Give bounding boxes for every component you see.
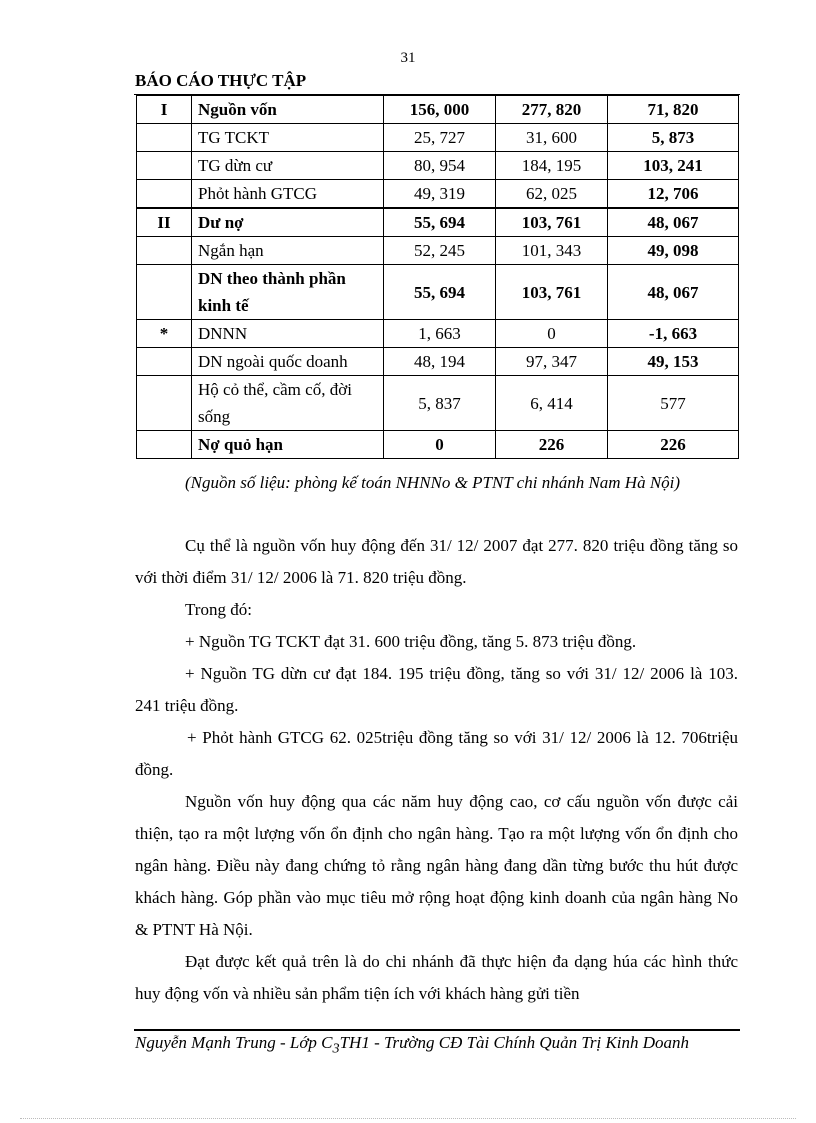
row-label: TG TCKT: [192, 124, 384, 152]
value-difference: 5, 873: [608, 124, 739, 152]
row-label: TG dừn cư: [192, 152, 384, 180]
row-index: [137, 180, 192, 209]
value-difference: 71, 820: [608, 96, 739, 124]
value-difference: 226: [608, 431, 739, 459]
value-2006: 80, 954: [384, 152, 496, 180]
footer-class-subscript: 3: [332, 1040, 340, 1057]
row-index: [137, 431, 192, 459]
row-index: [137, 376, 192, 431]
row-label: Nợ quỏ hạn: [192, 431, 384, 459]
paragraph: Trong đó:: [185, 600, 252, 619]
value-difference: 577: [608, 376, 739, 431]
capital-table: [136, 95, 739, 459]
value-2006: 156, 000: [384, 96, 496, 124]
page-number: 31: [400, 50, 416, 66]
value-2006: 1, 663: [384, 320, 496, 348]
value-2006: 55, 694: [384, 265, 496, 320]
page-bottom-border: [20, 1118, 796, 1119]
row-label: DNNN: [192, 320, 384, 348]
value-2007: 97, 347: [496, 348, 608, 376]
row-index: II: [137, 208, 192, 237]
footer-school: TH1 - Trường CĐ Tài Chính Quản Trị Kinh Doanh: [339, 1033, 690, 1052]
value-2007: 103, 761: [496, 265, 608, 320]
row-label: DN theo thành phần kinh tế: [192, 265, 384, 320]
table-row: [137, 180, 739, 209]
paragraph: Nguồn vốn huy động qua các năm huy động cao, cơ cấu nguồn vốn được cải thiện, tạo ra một lượng vốn ổn định cho ngân hàng. Tạo ra một lượng vốn ổn định cho ngân hàng. Điều này đang chứng tỏ rằng ngân hàng đang dần từng bước thu hút được khách hàng. Góp phần vào mục tiêu mở rộng hoạt động kinh doanh của ngân hàng No & PTNT Hà Nội.: [135, 792, 738, 939]
table-row: [137, 237, 739, 265]
value-2006: 48, 194: [384, 348, 496, 376]
table-row: [137, 376, 739, 431]
value-difference: -1, 663: [608, 320, 739, 348]
table-row: [137, 320, 739, 348]
row-index: [137, 265, 192, 320]
table-row: [137, 431, 739, 459]
value-2007: 103, 761: [496, 208, 608, 237]
row-label: Nguồn vốn: [192, 96, 384, 124]
value-difference: 48, 067: [608, 265, 739, 320]
footer-text: [135, 1032, 735, 1059]
row-index: [137, 348, 192, 376]
value-2007: 0: [496, 320, 608, 348]
value-2006: 49, 319: [384, 180, 496, 209]
value-difference: 48, 067: [608, 208, 739, 237]
report-header-title: BÁO CÁO THỰC TẬP: [135, 71, 307, 90]
row-label: Hộ cỏ thể, cầm cố, đời sống: [192, 376, 384, 431]
table-row: [137, 96, 739, 124]
value-2007: 277, 820: [496, 96, 608, 124]
paragraph: + Phỏt hành GTCG 62. 025triệu đồng tăng so với 31/ 12/ 2006 là 12. 706triệu đồng.: [135, 728, 738, 779]
table-row: [137, 124, 739, 152]
value-2007: 101, 343: [496, 237, 608, 265]
paragraph: + Nguồn TG TCKT đạt 31. 600 triệu đồng, tăng 5. 873 triệu đồng.: [185, 632, 637, 651]
value-2007: 62, 025: [496, 180, 608, 209]
paragraph: Đạt được kết quả trên là do chi nhánh đã thực hiện đa dạng húa các hình thức huy động vốn và nhiều sản phẩm tiện ích với khách hàng gửi tiền: [135, 952, 738, 1003]
row-label: DN ngoài quốc doanh: [192, 348, 384, 376]
value-2007: 6, 414: [496, 376, 608, 431]
footer-author: Nguyễn Mạnh Trung - Lớp C: [135, 1033, 333, 1052]
value-difference: 49, 153: [608, 348, 739, 376]
value-2006: 55, 694: [384, 208, 496, 237]
value-2007: 226: [496, 431, 608, 459]
row-index: *: [137, 320, 192, 348]
row-label: Ngắn hạn: [192, 237, 384, 265]
footer-rule: [134, 1029, 740, 1031]
value-difference: 12, 706: [608, 180, 739, 209]
row-index: [137, 237, 192, 265]
row-label: Phỏt hành GTCG: [192, 180, 384, 209]
table-row: [137, 152, 739, 180]
row-label: Dư nợ: [192, 208, 384, 237]
body-text: [135, 530, 738, 1010]
value-2006: 52, 245: [384, 237, 496, 265]
value-difference: 103, 241: [608, 152, 739, 180]
value-2006: 5, 837: [384, 376, 496, 431]
table-row: [137, 265, 739, 320]
source-note: (Nguồn số liệu: phòng kế toán NHNNo & PTNT chi nhánh Nam Hà Nội): [185, 473, 681, 492]
row-index: [137, 152, 192, 180]
value-2007: 184, 195: [496, 152, 608, 180]
table-row: [137, 348, 739, 376]
row-index: [137, 124, 192, 152]
value-2007: 31, 600: [496, 124, 608, 152]
table-row: [137, 208, 739, 237]
value-2006: 0: [384, 431, 496, 459]
paragraph: + Nguồn TG dừn cư đạt 184. 195 triệu đồng, tăng so với 31/ 12/ 2006 là 103. 241 triệu đồng.: [135, 664, 738, 715]
value-2006: 25, 727: [384, 124, 496, 152]
value-difference: 49, 098: [608, 237, 739, 265]
row-index: I: [137, 96, 192, 124]
paragraph: Cụ thể là nguồn vốn huy động đến 31/ 12/ 2007 đạt 277. 820 triệu đồng tăng so với thời điểm 31/ 12/ 2006 là 71. 820 triệu đồng.: [135, 536, 738, 587]
